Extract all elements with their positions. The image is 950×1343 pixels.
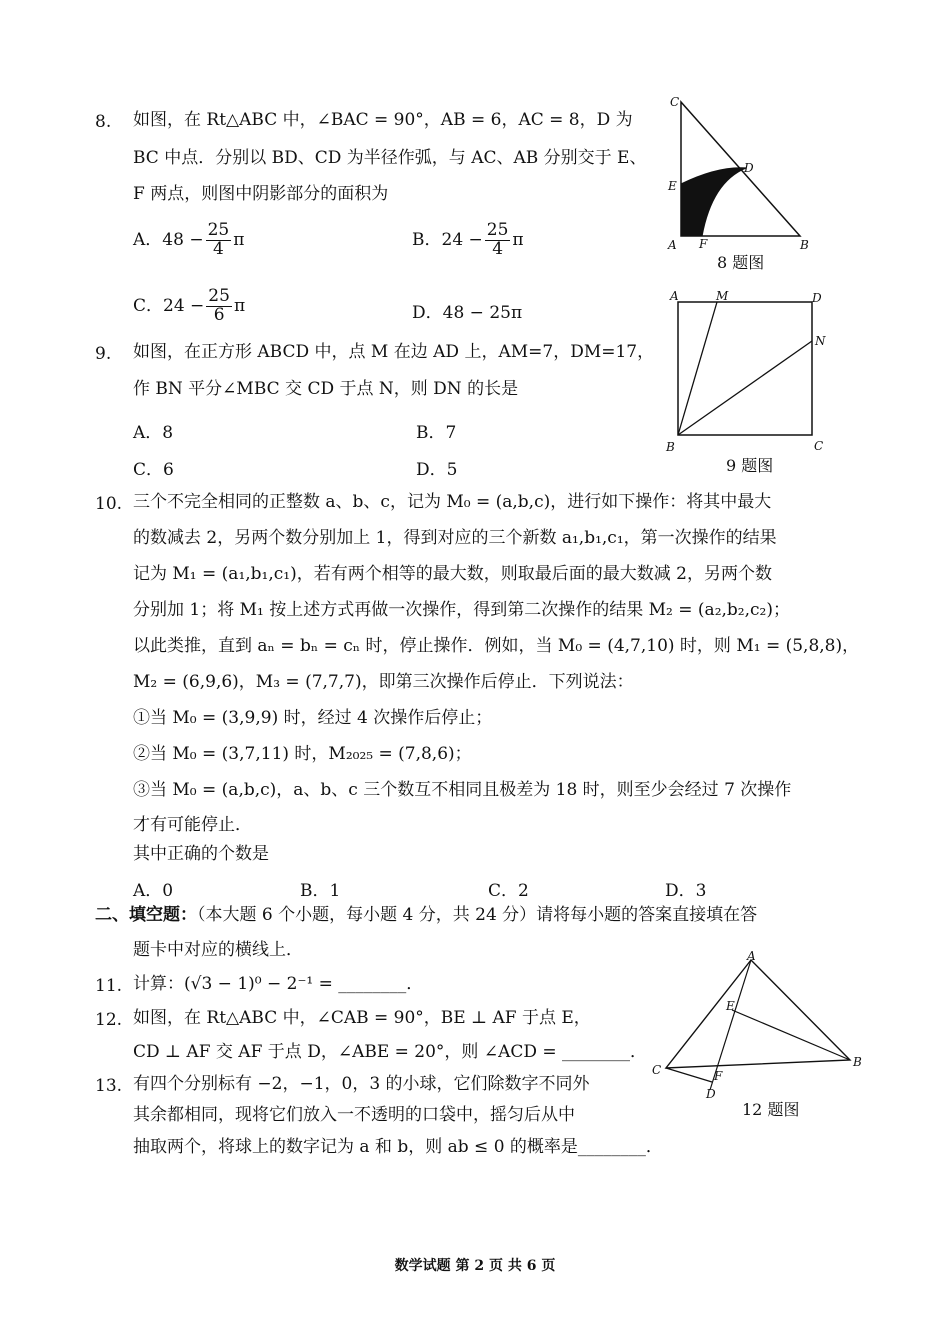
q12-triangle — [666, 960, 850, 1068]
q9-option-a: A．8 — [133, 423, 174, 443]
q8-label-a: A — [668, 238, 677, 252]
q12-label-e: E — [726, 999, 735, 1013]
q9-text-line2: 作 BN 平分∠MBC 交 CD 于点 N，则 DN 的长是 — [133, 379, 519, 399]
q8-label-b: B — [800, 238, 809, 252]
q10-option-c: C．2 — [488, 881, 529, 901]
q12-segment-cd — [666, 1068, 712, 1082]
page-footer: 数学试题 第 2 页 共 6 页 — [394, 1258, 556, 1274]
q12-label-d: D — [706, 1087, 716, 1101]
q8-text-line2: BC 中点．分别以 BD、CD 为半径作弧，与 AC、AB 分别交于 E、 — [133, 148, 647, 168]
q8-figure — [660, 92, 820, 252]
q8-text-line1: 如图，在 Rt△ABC 中，∠BAC = 90°，AB = 6，AC = 8，D 为 — [133, 110, 633, 130]
q10-text-line2: 的数减去 2，另两个数分别加上 1，得到对应的三个新数 a₁,b₁,c₁，第一次操作的结果 — [133, 528, 777, 548]
q9-figure-caption: 9 题图 — [726, 456, 774, 475]
q10-statement-2: ②当 M₀ = (3,7,11) 时，M₂₀₂₅ = (7,8,6)； — [133, 744, 472, 764]
q12-text-line1: 如图，在 Rt△ABC 中，∠CAB = 90°，BE ⊥ AF 于点 E， — [133, 1008, 591, 1028]
q8-option-a: A．48 − $\frac{25}{4}$ π — [133, 220, 245, 259]
q8-option-c: C．24 − $\frac{25}{6}$ π — [133, 286, 246, 325]
section2-desc-line1: （本大题 6 个小题，每小题 4 分，共 24 分）请将每小题的答案直接填在答 — [197, 905, 758, 925]
q8-number: 8. — [95, 112, 112, 132]
q10-statement-3a: ③当 M₀ = (a,b,c)，a、b、c 三个数互不相同且极差为 18 时，则至少会经过 7 次操作 — [133, 780, 792, 800]
q13-text-line1: 有四个分别标有 −2，−1，0，3 的小球，它们除数字不同外 — [133, 1074, 590, 1094]
q12-figure-caption: 12 题图 — [742, 1100, 800, 1119]
q8-label-e: E — [668, 179, 677, 193]
q9-option-c: C．6 — [133, 460, 174, 480]
q13-text-line2: 其余都相同，现将它们放入一不透明的口袋中，摇匀后从中 — [133, 1105, 575, 1125]
q8-figure-caption: 8 题图 — [717, 253, 765, 272]
q9-text-line1: 如图，在正方形 ABCD 中，点 M 在边 AD 上，AM=7，DM=17， — [133, 342, 655, 362]
q9-segment-bn — [678, 341, 812, 435]
q10-option-b: B．1 — [300, 881, 341, 901]
section2-title: 二、填空题： — [95, 905, 197, 925]
q9-label-m: M — [716, 289, 729, 303]
q10-text-line5: 以此类推，直到 aₙ = bₙ = cₙ 时，停止操作．例如，当 M₀ = (4,7,10) 时，则 M₁ = (5,8,8)， — [133, 636, 860, 656]
q12-number: 12. — [95, 1010, 123, 1030]
section2-heading — [95, 907, 757, 924]
q9-option-d: D．5 — [416, 460, 458, 480]
q8-option-b: B．24 − $\frac{25}{4}$ π — [412, 220, 524, 259]
q11-text: 计算：(√3 − 1)⁰ − 2⁻¹ = ________． — [133, 974, 424, 994]
q9-segment-bm — [678, 302, 717, 435]
q12-label-b: B — [853, 1055, 862, 1069]
q9-label-b: B — [666, 440, 675, 454]
q12-segment-be — [732, 1010, 850, 1060]
q8-label-c: C — [670, 95, 680, 109]
q10-statement-1: ①当 M₀ = (3,9,9) 时，经过 4 次操作后停止； — [133, 708, 493, 728]
q10-text-line4: 分别加 1；将 M₁ 按上述方式再做一次操作，得到第二次操作的结果 M₂ = (a₂,b₂,c₂)； — [133, 600, 790, 620]
section2-desc-line2: 题卡中对应的横线上． — [133, 940, 303, 960]
q8-label-d: D — [744, 161, 754, 175]
q10-text-line3: 记为 M₁ = (a₁,b₁,c₁)，若有两个相等的最大数，则取最后面的最大数减 2，另两个数 — [133, 564, 772, 584]
q8-text-line3: F 两点，则图中阴影部分的面积为 — [133, 184, 389, 204]
q9-figure — [662, 288, 837, 458]
q13-text-line3: 抽取两个，将球上的数字记为 a 和 b，则 ab ≤ 0 的概率是________． — [133, 1137, 663, 1157]
q12-label-a: A — [747, 950, 756, 963]
q8-shaded-region — [681, 168, 746, 236]
q12-label-c: C — [652, 1063, 662, 1077]
q10-statement-3b: 才有可能停止． — [133, 815, 252, 835]
q12-label-f: F — [714, 1069, 723, 1083]
q10-number: 10. — [95, 494, 123, 514]
q9-number: 9. — [95, 344, 112, 364]
q10-text-line1: 三个不完全相同的正整数 a、b、c，记为 M₀ = (a,b,c)，进行如下操作：将其中最大 — [133, 492, 772, 512]
q10-option-a: A．0 — [133, 881, 174, 901]
q9-label-c: C — [814, 439, 824, 453]
q9-label-a: A — [670, 289, 679, 303]
q9-option-b: B．7 — [416, 423, 457, 443]
q9-label-d: D — [812, 291, 822, 305]
q10-question: 其中正确的个数是 — [133, 844, 269, 864]
q8-label-f: F — [699, 237, 708, 251]
q10-text-line6: M₂ = (6,9,6)，M₃ = (7,7,7)，即第三次操作后停止．下列说法： — [133, 672, 634, 692]
q9-label-n: N — [815, 334, 826, 348]
q12-text-line2: CD ⊥ AF 交 AF 于点 D，∠ABE = 20°，则 ∠ACD = ________． — [133, 1042, 648, 1062]
q11-number: 11. — [95, 976, 123, 996]
q8-option-d: D．48 − 25π — [412, 303, 523, 323]
q10-option-d: D．3 — [665, 881, 707, 901]
q12-figure — [648, 950, 868, 1102]
q13-number: 13. — [95, 1076, 123, 1096]
